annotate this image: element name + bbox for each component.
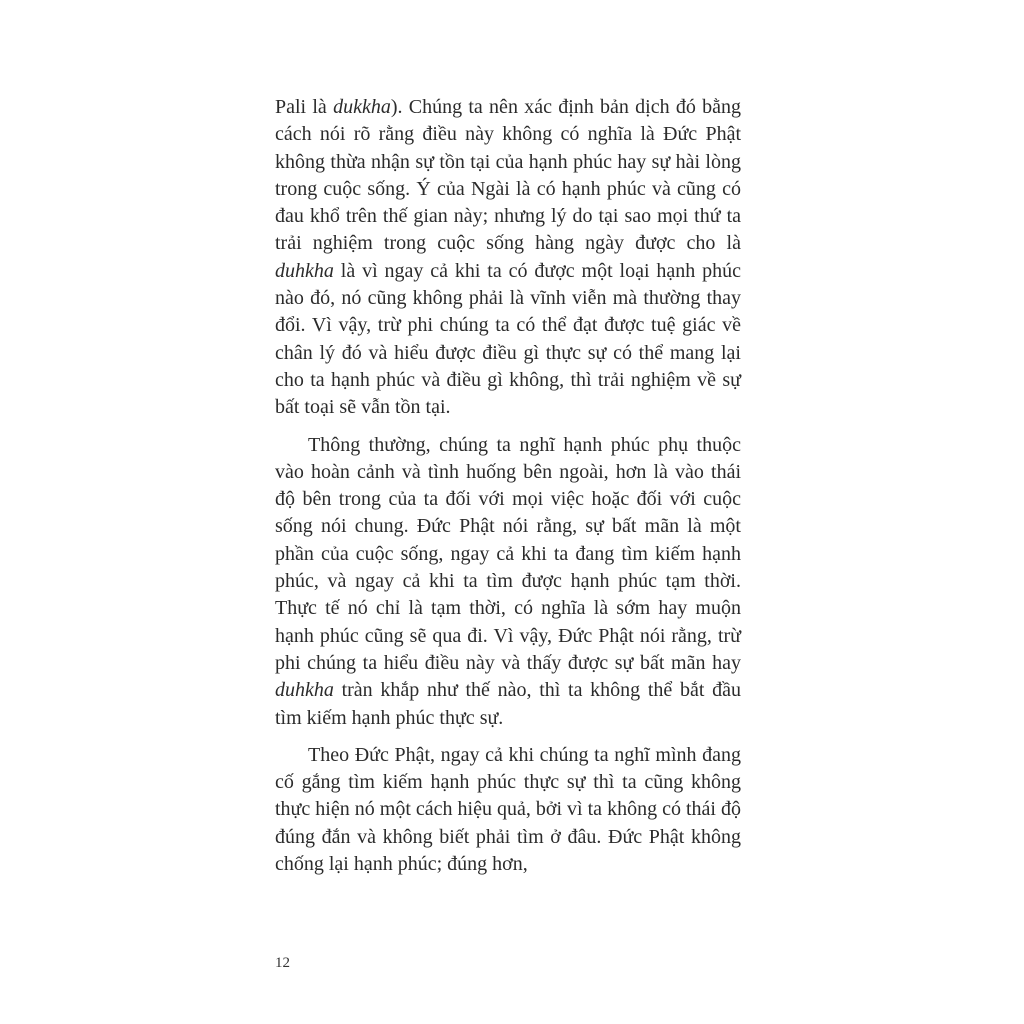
paragraph-1-text-2: ). Chúng ta nên xác định bản dịch đó bằng cách nói rõ rằng điều này không có nghĩa là Đức Phật không thừa nhận sự tồn tại của hạnh phúc hay sự hài lòng trong cuộc sống. Ý của Ngài là có hạnh phúc và cũng có đau khổ trên thế gian này; nhưng lý do tại sao mọi thứ ta trải nghiệm trong cuộc sống hàng ngày được cho là <box>275 96 742 255</box>
paragraph-1-text-1: Pali là <box>275 96 334 118</box>
paragraph-1-italic-dukkha: dukkha <box>333 96 391 118</box>
paragraph-1-italic-duhkha: duhkha <box>275 259 334 282</box>
page-number: 12 <box>275 955 290 971</box>
paragraph-1 <box>275 94 741 422</box>
paragraph-3 <box>275 742 741 878</box>
paragraph-3-text-1: Theo Đức Phật, ngay cả khi chúng ta nghĩ mình đang cố gắng tìm kiếm hạnh phúc thực sự thì ta cũng không thực hiện nó một cách hiệu quả, bởi vì ta không có thái độ đúng đắn và không biết phải tìm ở đâu. Đức Phật không chống lại hạnh phúc; đúng hơn, <box>275 743 741 876</box>
paragraph-2 <box>275 432 741 732</box>
paragraph-2-text-1: Thông thường, chúng ta nghĩ hạnh phúc phụ thuộc vào hoàn cảnh và tình huống bên ngoài, hơn là vào thái độ bên trong của ta đối với mọi việc hoặc đối với cuộc sống nói chung. Đức Phật nói rằng, sự bất mãn là một phần của cuộc sống, ngay cả khi ta đang tìm kiếm hạnh phúc, và ngay cả khi ta tìm được hạnh phúc tạm thời. Thực tế nó chỉ là tạm thời, có nghĩa là sớm hay muộn hạnh phúc cũng sẽ qua đi. Vì vậy, Đức Phật nói rằng, trừ phi chúng ta hiểu điều này và thấy được sự bất mãn hay <box>275 433 741 674</box>
paragraph-1-text-3: là vì ngay cả khi ta có được một loại hạnh phúc nào đó, nó cũng không phải là vĩnh viễn mà thường thay đổi. Vì vậy, trừ phi chúng ta có thể đạt được tuệ giác về chân lý đó và hiểu được điều gì thực sự có thể mang lại cho ta hạnh phúc và điều gì không, thì trải nghiệm về sự bất toại sẽ vẫn tồn tại. <box>275 259 741 419</box>
paragraph-2-text-2: tràn khắp như thế nào, thì ta không thể bắt đầu tìm kiếm hạnh phúc thực sự. <box>275 679 741 729</box>
page-body <box>275 94 741 888</box>
paragraph-2-italic-duhkha: duhkha <box>275 679 334 702</box>
